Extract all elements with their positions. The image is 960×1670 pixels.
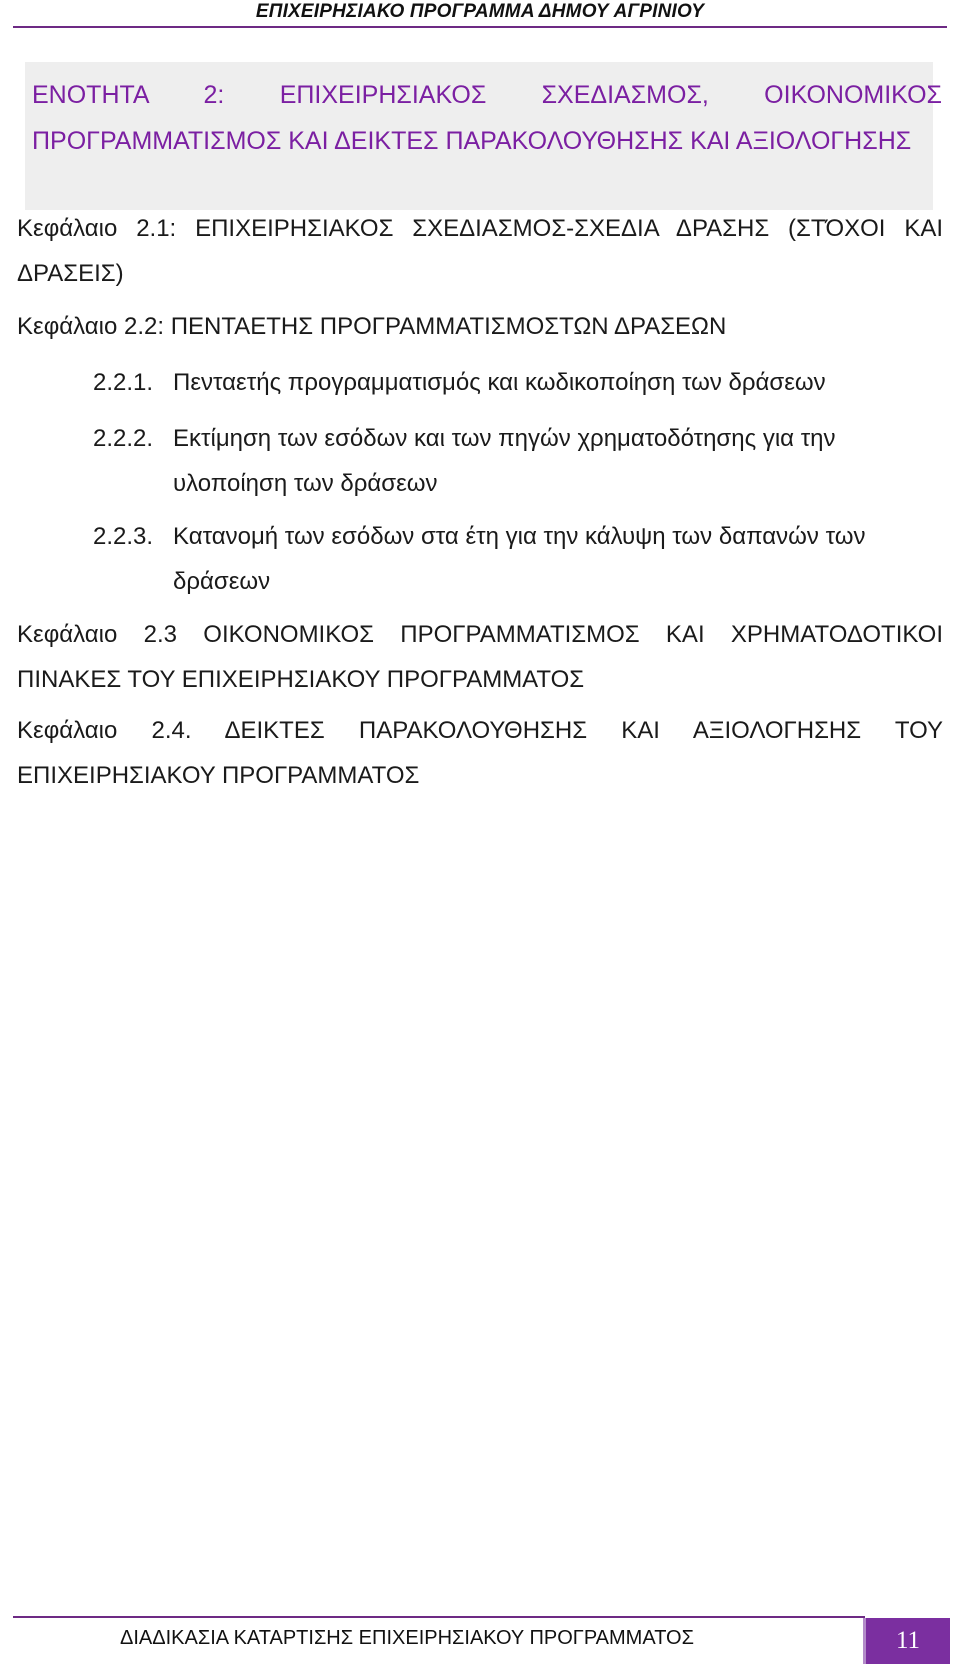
toc-sub-text-line2: υλοποίηση των δράσεων bbox=[173, 470, 438, 497]
footer-title: ΔΙΑΔΙΚΑΣΙΑ ΚΑΤΑΡΤΙΣΗΣ ΕΠΙΧΕΙΡΗΣΙΑΚΟΥ ΠΡΟΓΡΑΜΜΑΤΟΣ bbox=[120, 1627, 694, 1649]
page-number-box bbox=[863, 1618, 950, 1664]
toc-sub-text-line1: Κατανομή των εσόδων στα έτη για την κάλυψη των δαπανών των bbox=[173, 523, 866, 550]
toc-chapter-2-2: Κεφάλαιο 2.2: ΠΕΝΤΑΕΤΗΣ ΠΡΟΓΡΑΜΜΑΤΙΣΜΟΣΤΩΝ ΔΡΑΣΕΩΝ bbox=[17, 313, 727, 340]
toc-chapter-2-3: Κεφάλαιο 2.3 ΟΙΚΟΝΟΜΙΚΟΣ ΠΡΟΓΡΑΜΜΑΤΙΣΜΟΣ ΚΑΙ ΧΡΗΜΑΤΟΔΟΤΙΚΟΙ ΠΙΝΑΚΕΣ ΤΟΥ ΕΠΙΧΕΙΡΗΣΙΑΚΟΥ ΠΡΟΓΡΑΜΜΑΤΟΣ bbox=[17, 621, 943, 693]
toc-sub-number: 2.2.2. bbox=[93, 425, 154, 452]
toc-sub-2-2-1 bbox=[93, 360, 943, 405]
toc-sub-2-2-2 bbox=[93, 416, 943, 506]
toc-sub-2-2-3 bbox=[93, 514, 943, 604]
toc-sub-text-line2: δράσεων bbox=[173, 568, 271, 595]
toc-sub-number: 2.2.3. bbox=[93, 523, 154, 550]
header-rule bbox=[13, 26, 947, 28]
footer-rule bbox=[13, 1616, 865, 1618]
page-number: 11 bbox=[895, 1627, 921, 1654]
toc-chapter-2-1: Κεφάλαιο 2.1: ΕΠΙΧΕΙΡΗΣΙΑΚΟΣ ΣΧΕΔΙΑΣΜΟΣ-ΣΧΕΔΙΑ ΔΡΑΣΗΣ (ΣΤΌΧΟΙ ΚΑΙ ΔΡΑΣΕΙΣ) bbox=[17, 215, 943, 287]
header-title: ΕΠΙΧΕΙΡΗΣΙΑΚΟ ΠΡΟΓΡΑΜΜΑ ΔΗΜΟΥ ΑΓΡΙΝΙΟΥ bbox=[255, 1, 705, 22]
toc-sub-text-line1: Εκτίμηση των εσόδων και των πηγών χρηματοδότησης για την bbox=[173, 425, 836, 452]
toc-sub-text: Πενταετής προγραμματισμός και κωδικοποίηση των δράσεων bbox=[173, 369, 826, 396]
toc-chapter-2-4: Κεφάλαιο 2.4. ΔΕΙΚΤΕΣ ΠΑΡΑΚΟΛΟΥΘΗΣΗΣ ΚΑΙ ΑΞΙΟΛΟΓΗΣΗΣ ΤΟΥ ΕΠΙΧΕΙΡΗΣΙΑΚΟΥ ΠΡΟΓΡΑΜΜΑΤΟΣ bbox=[17, 717, 943, 789]
section-title: ΕΝΟΤΗΤΑ 2: ΕΠΙΧΕΙΡΗΣΙΑΚΟΣ ΣΧΕΔΙΑΣΜΟΣ, ΟΙΚΟΝΟΜΙΚΟΣ ΠΡΟΓΡΑΜΜΑΤΙΣΜΟΣ ΚΑΙ ΔΕΙΚΤΕΣ ΠΑΡΑΚΟΛΟΥΘΗΣΗΣ ΚΑΙ ΑΞΙΟΛΟΓΗΣΗΣ bbox=[32, 81, 942, 155]
toc-sub-number: 2.2.1. bbox=[93, 369, 154, 396]
page-header bbox=[0, 0, 960, 28]
